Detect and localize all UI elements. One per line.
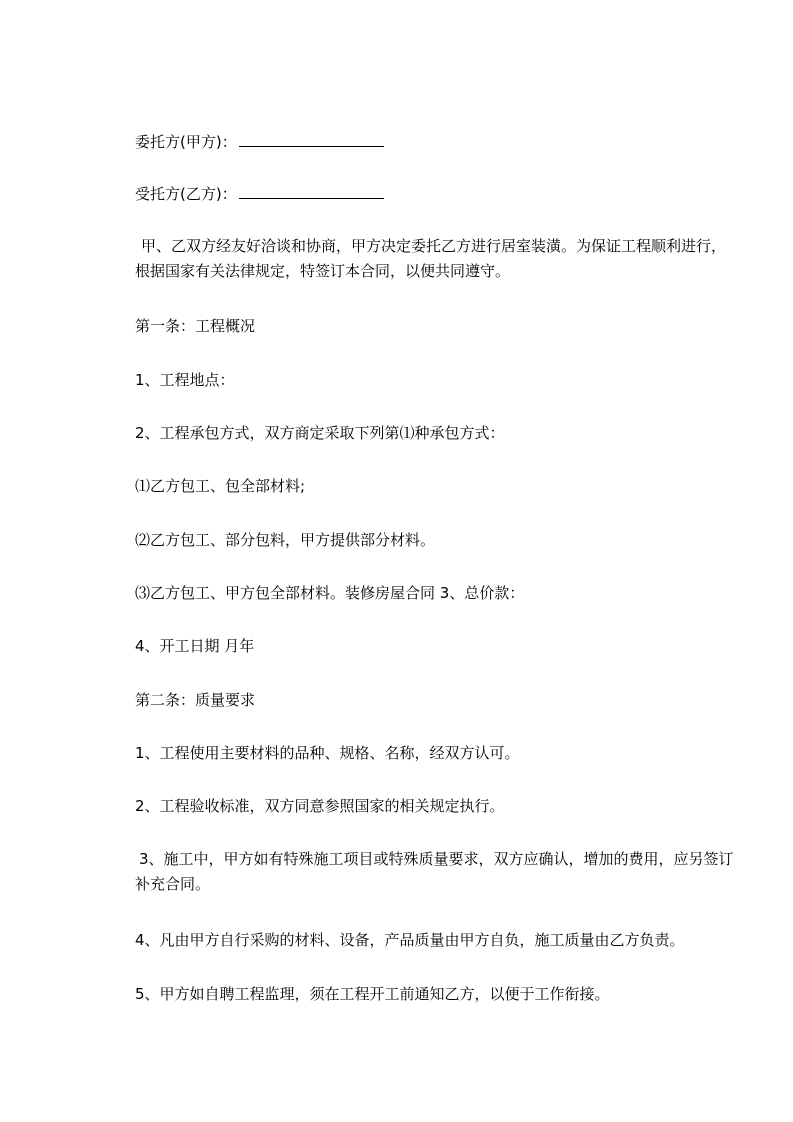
article2-item-1: 1、工程使用主要材料的品种、规格、名称，经双方认可。 bbox=[135, 744, 520, 762]
article1-option-1: ⑴乙方包工、包全部材料; bbox=[135, 477, 306, 495]
article2-item-4: 4、凡由甲方自行采购的材料、设备，产品质量由甲方自负，施工质量由乙方负责。 bbox=[135, 931, 685, 949]
article1-option-3: ⑶乙方包工、甲方包全部材料。装修房屋合同 3、总价款： bbox=[135, 584, 525, 602]
contractor-party-label: 受托方(乙方)： bbox=[135, 185, 237, 203]
article2-title: 第二条：质量要求 bbox=[135, 691, 256, 709]
client-party-line bbox=[135, 132, 384, 152]
article1-item-method: 2、工程承包方式，双方商定采取下列第⑴种承包方式： bbox=[135, 424, 505, 442]
article2-item-5: 5、甲方如自聘工程监理，须在工程开工前通知乙方，以便于工作衔接。 bbox=[135, 985, 610, 1003]
article1-item-location: 1、工程地点： bbox=[135, 371, 235, 389]
intro-paragraph: 甲、乙双方经友好洽谈和协商，甲方决定委托乙方进行居室装潢。为保证工程顺利进行，根据国家有关法律规定，特签订本合同，以便共同遵守。 bbox=[135, 237, 727, 280]
article1-title: 第一条：工程概况 bbox=[135, 317, 256, 335]
client-party-label: 委托方(甲方)： bbox=[135, 133, 237, 151]
article1-item-start-date: 4、开工日期 月年 bbox=[135, 637, 255, 655]
article2-item-2: 2、工程验收标准，双方同意参照国家的相关规定执行。 bbox=[135, 797, 505, 815]
article1-option-2: ⑵乙方包工、部分包料，甲方提供部分材料。 bbox=[135, 531, 436, 549]
contractor-party-blank bbox=[239, 184, 384, 199]
article2-item-3: 3、施工中，甲方如有特殊施工项目或特殊质量要求，双方应确认，增加的费用，应另签订补充合同。 bbox=[135, 850, 734, 893]
contractor-party-line bbox=[135, 184, 384, 204]
client-party-blank bbox=[239, 132, 384, 147]
